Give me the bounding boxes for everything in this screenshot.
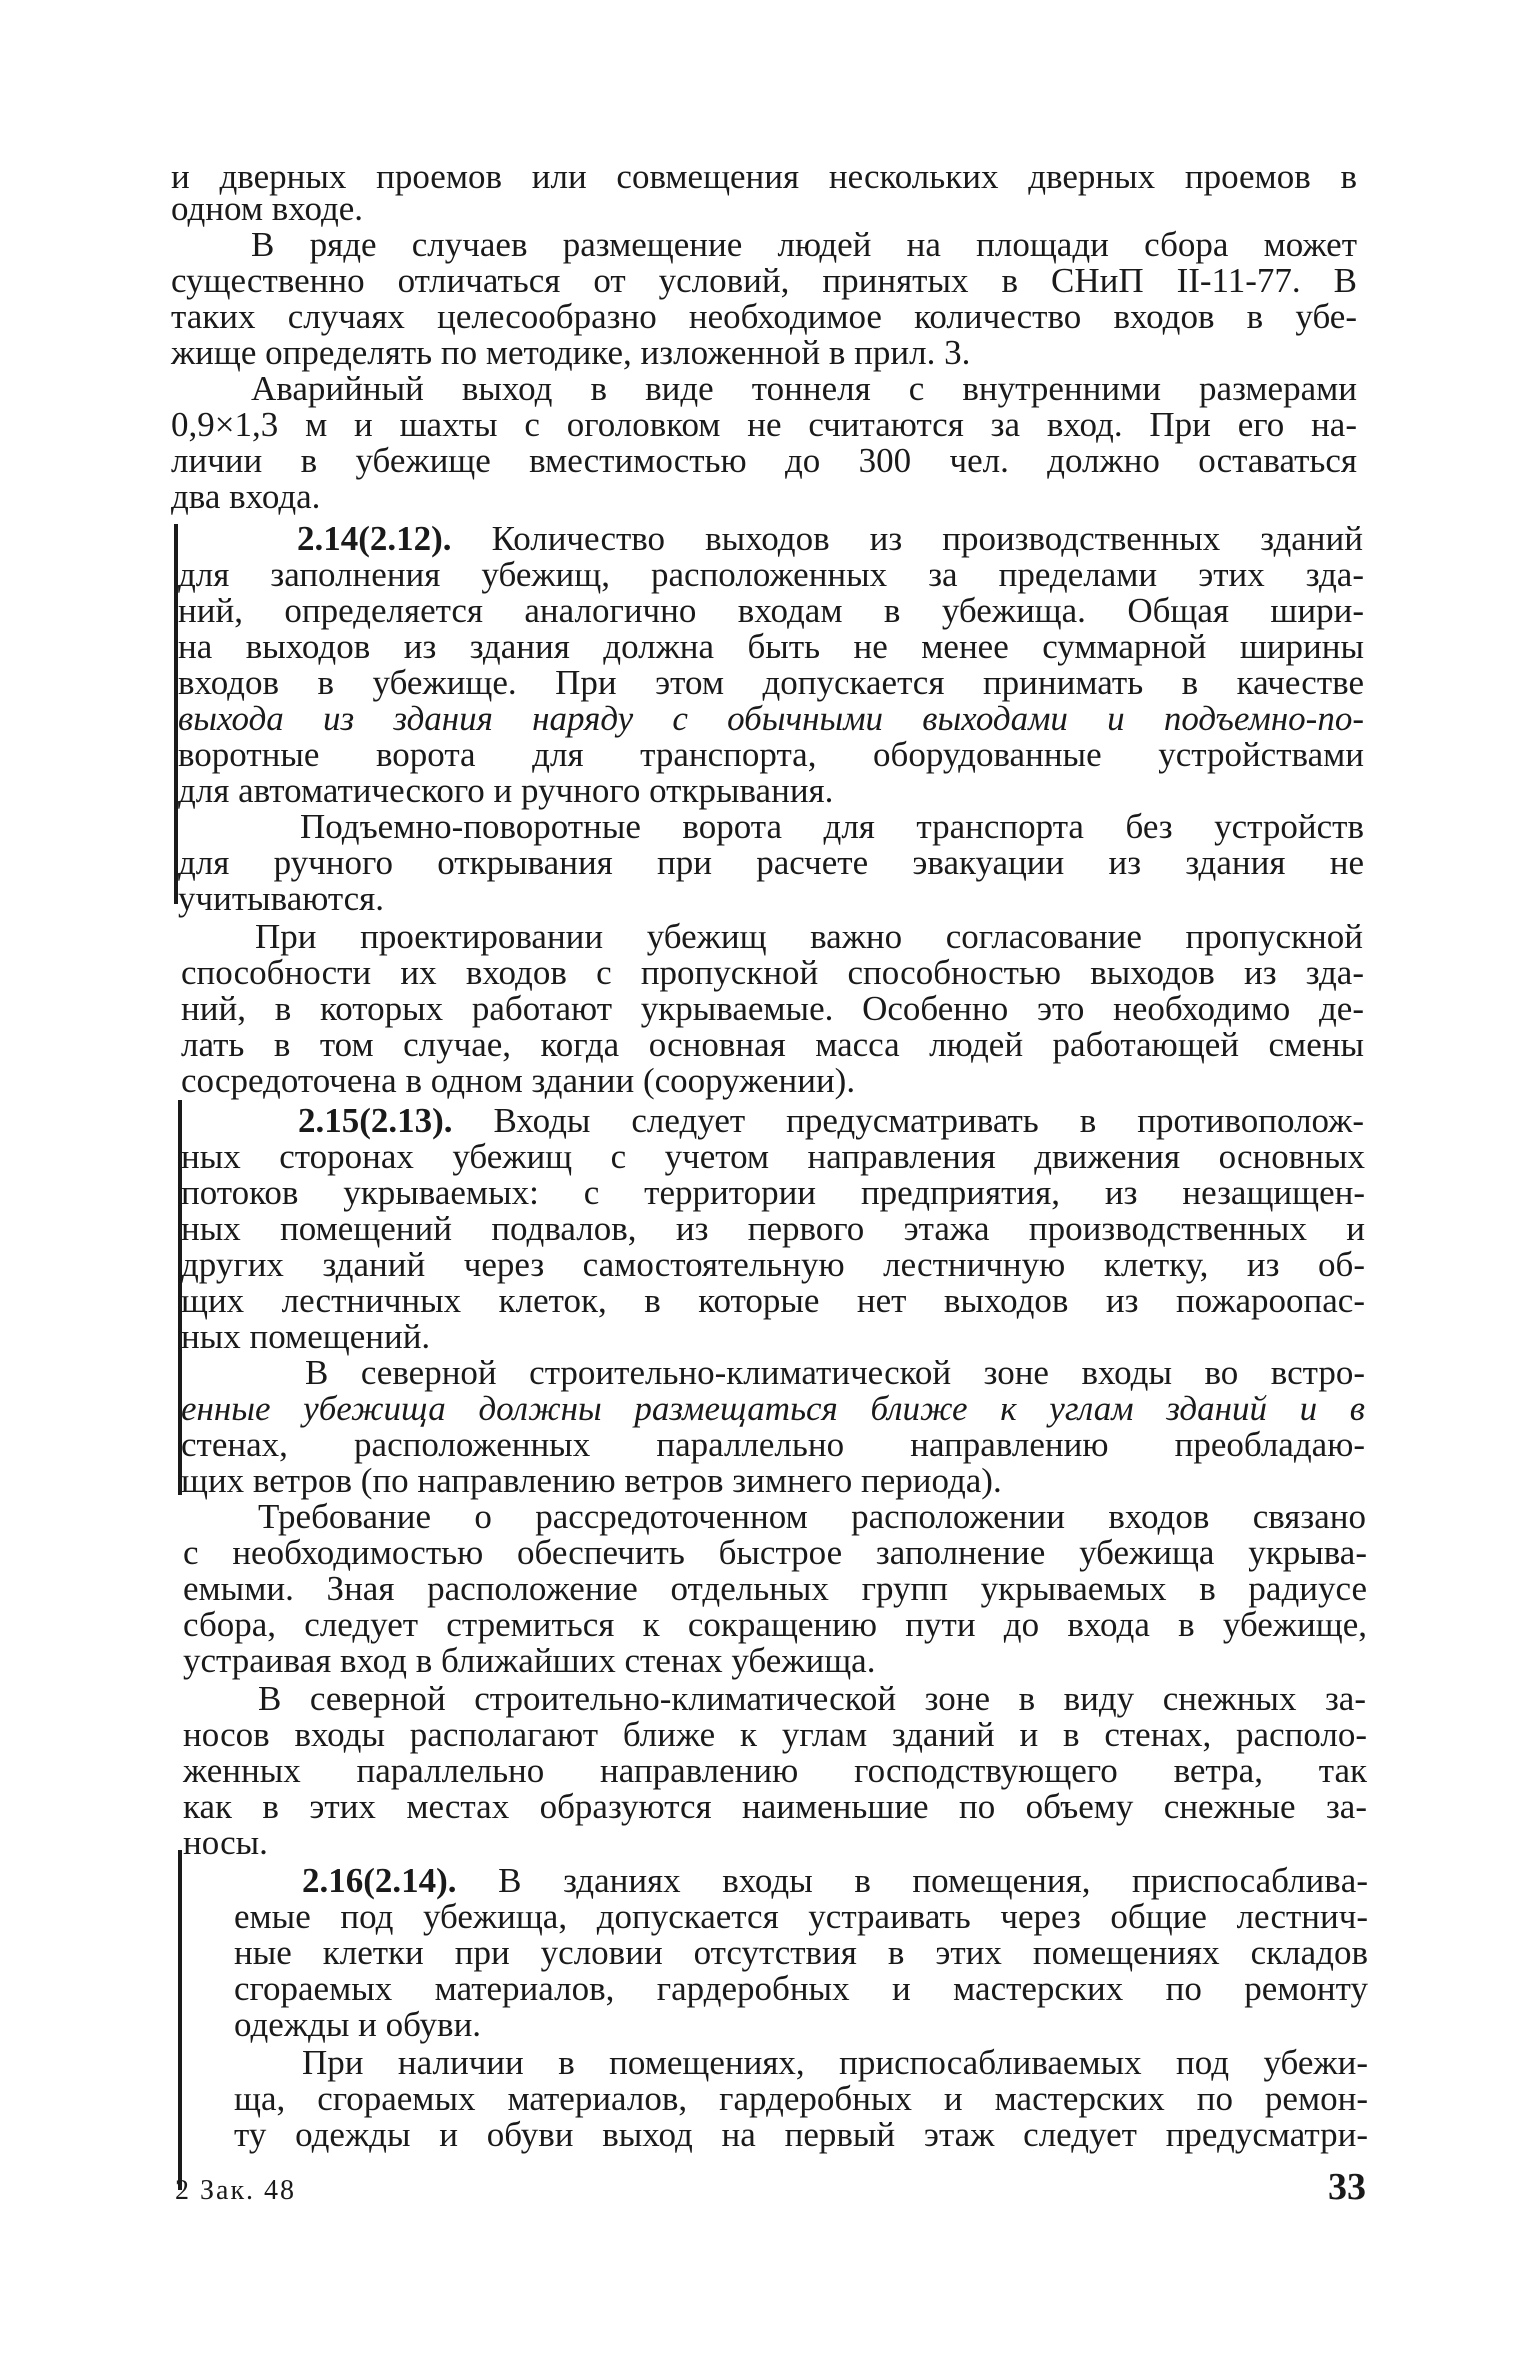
text-line: способности их входов с пропускной способностью выходов из зда- xyxy=(181,953,1364,992)
text-line: существенно отличаться от условий, принятых в СНиП II-11-77. В xyxy=(171,261,1357,300)
section-2-16-first-line xyxy=(302,1862,1368,1900)
text-line: других зданий через самостоятельную лестничную клетку, из об- xyxy=(181,1245,1365,1284)
text-line: одежды и обуви. xyxy=(234,2005,482,2044)
text-line: щих ветров (по направлению ветров зимнего периода). xyxy=(181,1461,1002,1500)
text-line: емые под убежища, допускается устраивать через общие лестнич- xyxy=(234,1897,1368,1936)
text-line: выхода из здания наряду с обычными выходами и подъемно-по- xyxy=(178,699,1364,738)
section-number: 2.14(2.12). xyxy=(297,519,452,558)
text-line: сгораемых материалов, гардеробных и мастерских по ремонту xyxy=(234,1969,1368,2008)
text-line: ных помещений. xyxy=(181,1317,431,1356)
text-line: емыми. Зная расположение отдельных групп укрываемых в радиусе xyxy=(183,1569,1367,1608)
text-line: При проектировании убежищ важно согласование пропускной xyxy=(255,917,1363,956)
text-line: При наличии в помещениях, приспосабливаемых под убежи- xyxy=(302,2043,1368,2082)
text-line: сбора, следует стремиться к сокращению пути до входа в убежище, xyxy=(183,1605,1367,1644)
text-line: личии в убежище вместимостью до 300 чел. должно оставаться xyxy=(171,441,1357,480)
text-line: как в этих местах образуются наименьшие по объему снежные за- xyxy=(183,1787,1367,1826)
text-line: входов в убежище. При этом допускается принимать в качестве xyxy=(178,663,1364,702)
text-line: Входы следует предусматривать в противополож- xyxy=(493,1101,1364,1140)
footer-signature: 2 Зак. 48 xyxy=(175,2175,297,2206)
text-line: потоков укрываемых: с территории предприятия, из незащищен- xyxy=(181,1173,1365,1212)
text-line: ний, определяется аналогично входам в убежища. Общая шири- xyxy=(178,591,1364,630)
page-number: 33 xyxy=(1328,2166,1366,2208)
text-line: ний, в которых работают укрываемые. Особенно это необходимо де- xyxy=(181,989,1364,1028)
text-line: Аварийный выход в виде тоннеля с внутренними размерами xyxy=(251,369,1357,408)
text-line: воротные ворота для транспорта, оборудованные устройствами xyxy=(178,735,1364,774)
text-line: ных помещений подвалов, из первого этажа производственных и xyxy=(181,1209,1365,1248)
text-line: Количество выходов из производственных зданий xyxy=(491,519,1363,558)
section-2-14-first-line xyxy=(297,520,1363,558)
text-line: два входа. xyxy=(171,477,321,516)
text-line: женных параллельно направлению господствующего ветра, так xyxy=(183,1751,1367,1790)
text-line: носы. xyxy=(183,1823,268,1862)
text-line: В ряде случаев размещение людей на площади сбора может xyxy=(251,225,1357,264)
section-number: 2.16(2.14). xyxy=(302,1861,457,1900)
text-line: Требование о рассредоточенном расположении входов связано xyxy=(258,1497,1366,1536)
text-line: учитываются. xyxy=(178,879,385,918)
text-line: одном входе. xyxy=(171,189,364,228)
text-line: енные убежища должны размещаться ближе к углам зданий и в xyxy=(181,1389,1365,1428)
text-line: В северной строительно-климатической зоне в виду снежных за- xyxy=(258,1679,1366,1718)
text-line: с необходимостью обеспечить быстрое заполнение убежища укрыва- xyxy=(183,1533,1367,1572)
text-line: ту одежды и обуви выход на первый этаж следует предусматри- xyxy=(234,2115,1368,2154)
section-number: 2.15(2.13). xyxy=(298,1101,453,1140)
text-line: жище определять по методике, изложенной в прил. 3. xyxy=(171,333,971,372)
text-line: Подъемно-поворотные ворота для транспорта без устройств xyxy=(300,807,1364,846)
text-line: 0,9×1,3 м и шахты с оголовком не считаются за вход. При его на- xyxy=(171,405,1357,444)
text-line: В зданиях входы в помещения, приспосабливa- xyxy=(498,1861,1368,1900)
text-line: для ручного открывания при расчете эвакуации из здания не xyxy=(178,843,1364,882)
section-2-15-first-line xyxy=(298,1102,1364,1140)
text-line: В северной строительно-климатической зоне входы во встро- xyxy=(305,1353,1365,1392)
text-line: сосредоточена в одном здании (сооружении). xyxy=(181,1061,856,1100)
text-line: ные клетки при условии отсутствия в этих помещениях складов xyxy=(234,1933,1368,1972)
text-line: для автоматического и ручного открывания. xyxy=(178,771,834,810)
text-line: для заполнения убежищ, расположенных за пределами этих зда- xyxy=(178,555,1364,594)
text-line: стенах, расположенных параллельно направлению преобладаю- xyxy=(181,1425,1365,1464)
text-line: и дверных проемов или совмещения нескольких дверных проемов в xyxy=(171,157,1357,196)
revision-bar xyxy=(178,1850,182,2190)
text-line: носов входы располагают ближе к углам зданий и в стенах, располо- xyxy=(183,1715,1367,1754)
text-line: устраивая вход в ближайших стенах убежища. xyxy=(183,1641,876,1680)
text-line: ща, сгораемых материалов, гардеробных и мастерских по ремон- xyxy=(234,2079,1368,2118)
text-line: таких случаях целесообразно необходимое количество входов в убе- xyxy=(171,297,1357,336)
text-line: ных сторонах убежищ с учетом направления движения основных xyxy=(181,1137,1365,1176)
text-line: лать в том случае, когда основная масса людей работающей смены xyxy=(181,1025,1364,1064)
text-line: щих лестничных клеток, в которые нет выходов из пожароопас- xyxy=(181,1281,1365,1320)
text-line: на выходов из здания должна быть не менее суммарной ширины xyxy=(178,627,1364,666)
